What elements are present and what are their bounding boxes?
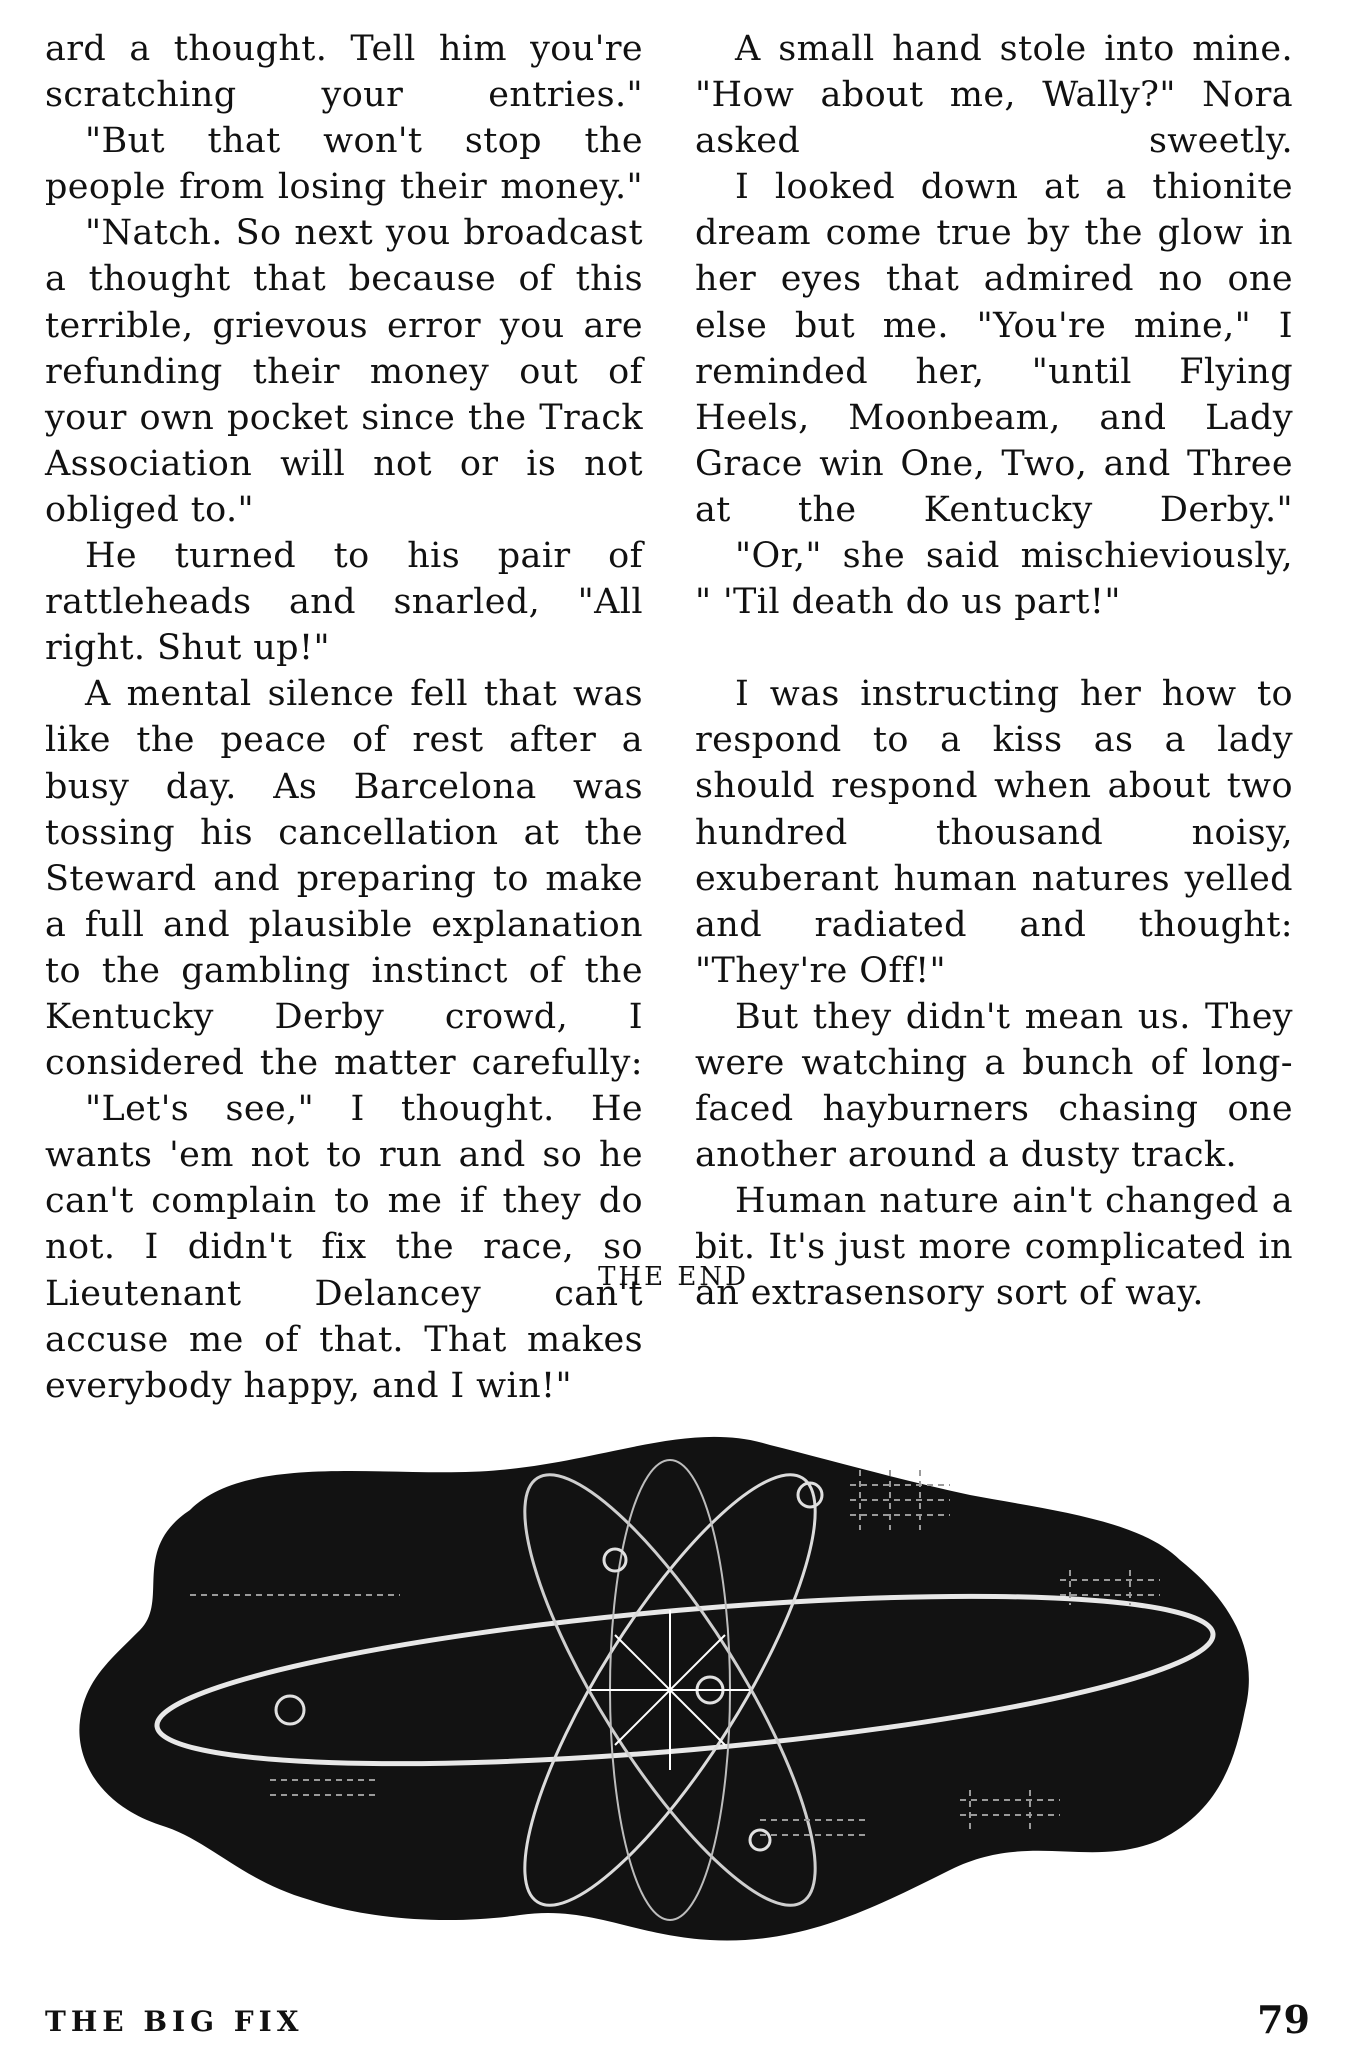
paragraph: I was instructing her how to respond to a kiss as a lady should respond when about two hundred thousand noisy, exuberant human natures yelled and radiated and thought: "They're Off!" [695, 674, 1293, 991]
page-number: 79 [1257, 1997, 1310, 2042]
paragraph: A mental silence fell that was like the peace of rest after a busy day. As Barcelona was tossing his cancellation at the Steward and preparing to make a full and plausible explanation to the gambling instinct of the Kentucky Derby crowd, I considered the matter carefully: [45, 674, 643, 1084]
atom-illustration [70, 1400, 1310, 1960]
paragraph: Human nature ain't changed a bit. It's just more complicated in an extrasensory sort of way. [695, 1181, 1293, 1314]
paragraph: But they didn't mean us. They were watching a bunch of long-faced hayburners chasing one another around a dusty track. [695, 996, 1293, 1176]
the-end-marker: THE END [598, 1262, 749, 1292]
right-column [695, 26, 1293, 1317]
section-break [695, 625, 1293, 671]
left-column [45, 26, 643, 1409]
paragraph: I looked down at a thionite dream come true by the glow in her eyes that admired no one else but me. "You're mine," I reminded her, "until Flying Heels, Moonbeam, and Lady Grace win One, Two, and Three at the Kentucky Derby." [695, 167, 1293, 530]
paragraph: "Let's see," I thought. He wants 'em not to run and so he can't complain to me if they do not. I didn't fix the race, so Lieutenant Delancey can't accuse me of that. That makes everybody happy, and I win!" [45, 1089, 643, 1406]
paragraph: A small hand stole into mine. "How about me, Wally?" Nora asked sweetly. [695, 29, 1293, 162]
ink-blob [79, 1437, 1248, 1941]
paragraph: "But that won't stop the people from losing their money." [45, 121, 643, 208]
paragraph: "Natch. So next you broadcast a thought that because of this terrible, grievous error you are refunding their money out of your own pocket since the Track Association will not or is not obliged to." [45, 213, 643, 530]
running-title: THE BIG FIX [45, 2005, 304, 2038]
paragraph: "Or," she said mischieviously, " 'Til death do us part!" [695, 536, 1293, 623]
paragraph: ard a thought. Tell him you're scratching your entries." [45, 29, 643, 116]
paragraph: He turned to his pair of rattleheads and snarled, "All right. Shut up!" [45, 536, 643, 669]
